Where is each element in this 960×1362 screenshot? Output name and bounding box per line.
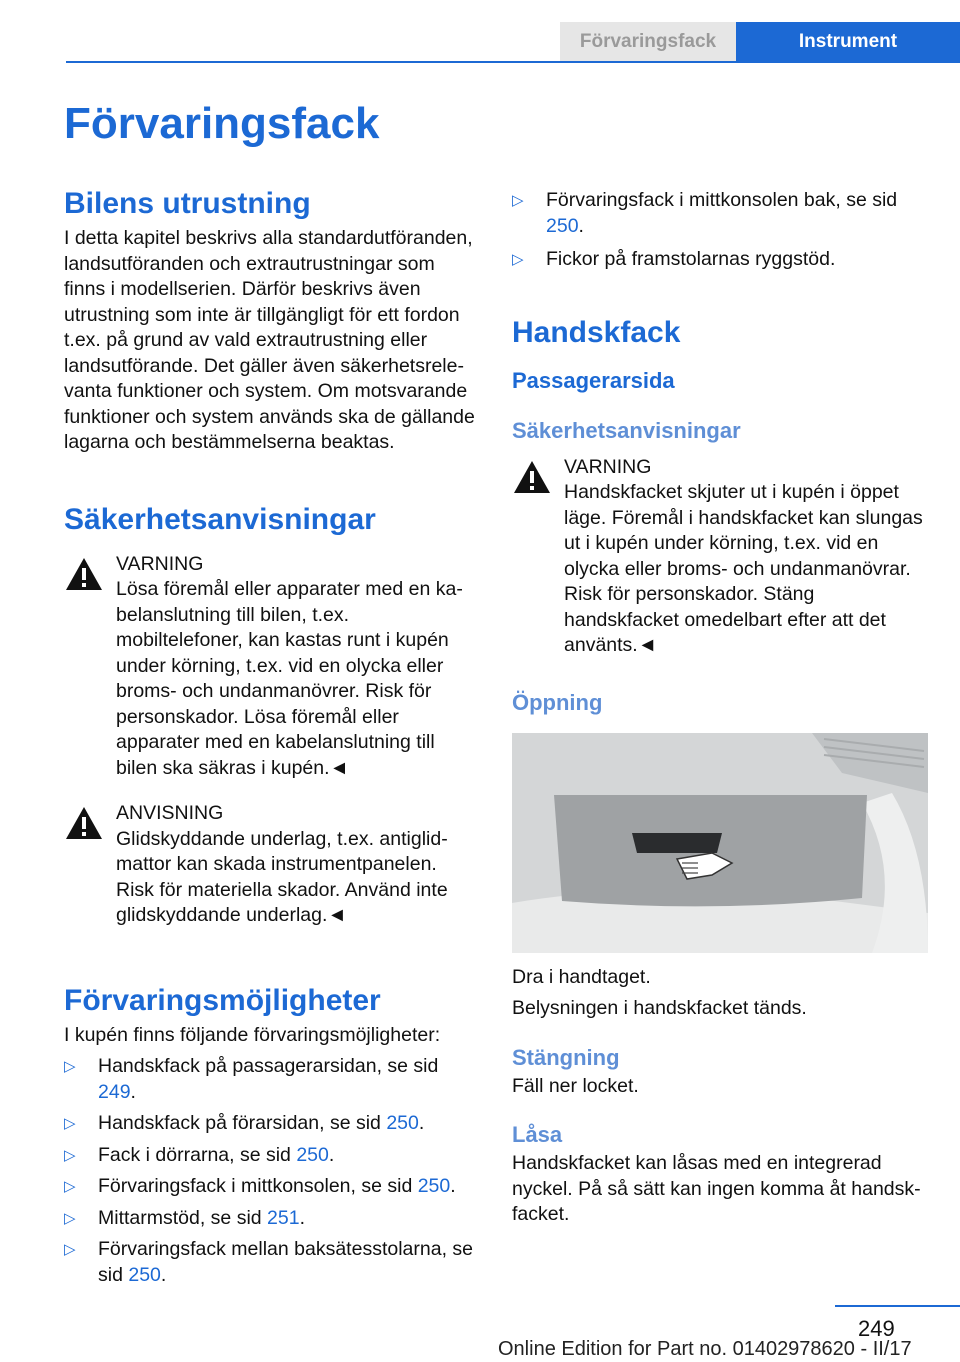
page-ref-link[interactable]: 251 bbox=[267, 1206, 300, 1229]
list-item: ▷ Handskfack på passagerarsidan, se sid 249. bbox=[64, 1055, 439, 1103]
edition-note: Online Edition for Part no. 01402978620 - II/17 bbox=[498, 1338, 912, 1360]
heading-glovebox: Handskfack bbox=[512, 315, 681, 349]
page-ref-link[interactable]: 250 bbox=[128, 1263, 161, 1286]
bullet-icon: ▷ bbox=[64, 1241, 76, 1258]
heading-safety: Säkerhetsanvisningar bbox=[64, 502, 376, 536]
bullet-icon: ▷ bbox=[64, 1146, 76, 1164]
heading-safety-right: Säkerhetsanvisningar bbox=[512, 417, 741, 443]
paragraph-close: Fäll ner locket. bbox=[512, 1074, 639, 1097]
bullet-icon: ▷ bbox=[64, 1115, 76, 1132]
list-item: ▷ Fickor på framstolarnas ryggstöd. bbox=[512, 247, 930, 273]
left-column bbox=[64, 182, 480, 1294]
heading-storage: Förvaringsmöjligheter bbox=[64, 983, 381, 1017]
page-ref-link[interactable]: 250 bbox=[296, 1143, 329, 1166]
list-item: ▷ Förvaringsfack i mittkonsolen, se sid 250. bbox=[64, 1174, 480, 1200]
bullet-icon: ▷ bbox=[64, 1058, 76, 1075]
page-title: Förvaringsfack bbox=[64, 99, 380, 148]
paragraph-lock: Handskfacket kan låsas med en integrerad nyckel. På så sätt kan ingen komma åt handskfacket. bbox=[512, 1152, 921, 1225]
list-item: ▷ Fack i dörrarna, se sid 250. bbox=[64, 1143, 480, 1169]
heading-lock: Låsa bbox=[512, 1122, 563, 1147]
warning-block-loose-items bbox=[64, 552, 480, 782]
paragraph-open-1: Dra i handtaget. bbox=[512, 965, 651, 988]
bullet-icon: ▷ bbox=[512, 192, 524, 209]
heading-opening: Öppning bbox=[512, 689, 603, 715]
page-ref-link[interactable]: 250 bbox=[386, 1112, 419, 1134]
header-chapter-tab: Instrument bbox=[736, 22, 960, 62]
notice-text: Glidskyddande underlag, t.ex. antiglidmattor kan skada instrumentpanelen. Risk för materiella skador. Använd inte glidskyddande underlag.◄ bbox=[116, 827, 448, 926]
warning-text: Handskfacket skjuter ut i kupén i öppet läge. Föremål i handskfacket kan slungas ut i kupén under körning, t.ex. vid en olycka eller broms- och undanmanövrar. Risk för personskador. Stäng handskfacket omedelbart efter att det använts.◄ bbox=[564, 481, 923, 656]
header-divider bbox=[66, 61, 960, 63]
storage-list-continued bbox=[512, 188, 930, 273]
bullet-icon: ▷ bbox=[64, 1209, 76, 1227]
notice-triangle-icon bbox=[64, 805, 104, 841]
notice-label: ANVISNING bbox=[116, 802, 224, 824]
bullet-icon: ▷ bbox=[64, 1178, 76, 1195]
warning-triangle-icon bbox=[512, 459, 552, 495]
notice-block-antislip bbox=[64, 801, 480, 929]
heading-equipment: Bilens utrustning bbox=[64, 187, 311, 220]
paragraph-equipment: I detta kapitel beskrivs alla standardutföranden, landsutföranden och extrautrustningar som finns i modellserien. Därför beskrivs även utrustning som inte är tillgängligt för ett fordon t.ex. på grund av vald extrautrustning eller landsutförande. Det gäller även säkerhetsrelevanta funktioner och system. Om motsvarande funktioner och system används ska de gällande lagarna och bestämmelserna beaktas. bbox=[64, 227, 475, 453]
right-column bbox=[512, 182, 930, 1228]
footer-divider bbox=[835, 1305, 960, 1307]
page-ref-link[interactable]: 249 bbox=[98, 1080, 131, 1103]
warning-block-glovebox bbox=[512, 455, 930, 659]
paragraph-storage-intro: I kupén finns följande förvaringsmöjligheter: bbox=[64, 1023, 441, 1046]
warning-triangle-icon bbox=[64, 556, 104, 592]
page-number: 249 bbox=[858, 1316, 895, 1341]
paragraph-open-2: Belysningen i handskfacket tänds. bbox=[512, 997, 807, 1019]
glovebox-illustration bbox=[512, 733, 928, 953]
list-item: ▷ Handskfack på förarsidan, se sid 250. bbox=[64, 1111, 480, 1137]
list-item: ▷ Mittarmstöd, se sid 251. bbox=[64, 1206, 480, 1232]
heading-passenger-side: Passagerarsida bbox=[512, 367, 675, 393]
warning-label: VARNING bbox=[116, 552, 204, 575]
glovebox-photo bbox=[512, 733, 928, 953]
warning-text: Lösa föremål eller apparater med en kabelanslutning till bilen, t.ex. mobiltelefoner, kan kastas runt i kupén under körning, t.ex. vid en olycka eller broms- och undanmanövrer. Risk för personskador. Lösa föremål eller apparater med en kabelanslutning till bilen ska säkras i kupén.◄ bbox=[116, 578, 463, 779]
list-item: ▷ Förvaringsfack mellan baksätesstolarna, se sid 250. bbox=[64, 1238, 474, 1286]
list-item: ▷ Förvaringsfack i mittkonsolen bak, se sid 250. bbox=[512, 189, 898, 237]
header-section-tab: Förvaringsfack bbox=[560, 22, 736, 62]
storage-list bbox=[64, 1054, 480, 1288]
page-ref-link[interactable]: 250 bbox=[546, 214, 579, 237]
bullet-icon: ▷ bbox=[512, 251, 524, 268]
warning-label: VARNING bbox=[564, 455, 652, 478]
heading-closing: Stängning bbox=[512, 1044, 620, 1070]
page-ref-link[interactable]: 250 bbox=[417, 1175, 451, 1197]
